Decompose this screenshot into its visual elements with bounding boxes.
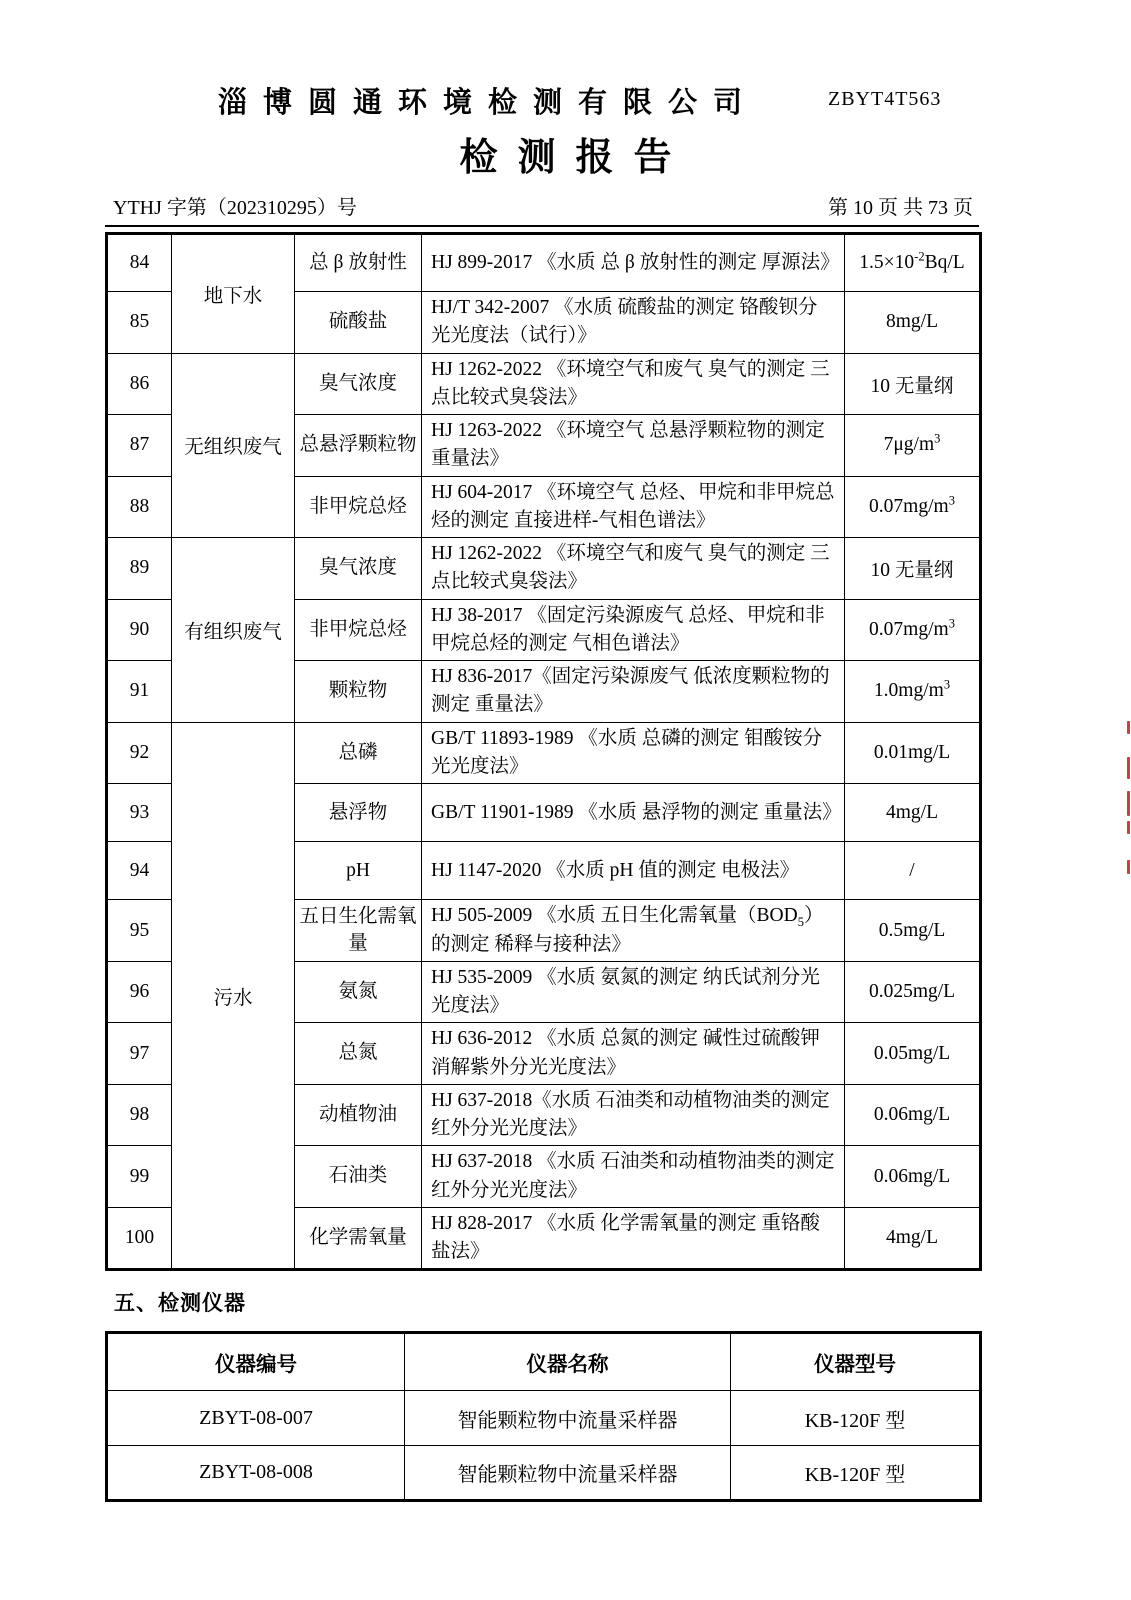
company-name: 淄博圆通环境检测有限公司 <box>218 87 759 119</box>
page-indicator: 第 10 页 共 73 页 <box>828 197 973 219</box>
item-name-cell: 石油类 <box>295 1146 422 1208</box>
instrument-row <box>107 1446 981 1501</box>
report-header <box>0 0 1131 227</box>
method-standard-cell: HJ/T 342-2007 《水质 硫酸盐的测定 铬酸钡分光光度法（试行）》 <box>422 292 845 354</box>
red-seal-edge-mark <box>1127 721 1130 734</box>
method-standard-cell: HJ 836-2017《固定污染源废气 低浓度颗粒物的测定 重量法》 <box>422 661 845 723</box>
method-standard-cell: HJ 636-2012 《水质 总氮的测定 碱性过硫酸钾消解紫外分光光度法》 <box>422 1023 845 1085</box>
report-title: 检测报告 <box>459 137 692 179</box>
detection-limit-cell: 8mg/L <box>845 292 981 354</box>
instrument-model-cell: KB-120F 型 <box>731 1391 981 1446</box>
row-number-cell: 89 <box>107 538 172 600</box>
method-standard-cell: HJ 535-2009 《水质 氨氮的测定 纳氏试剂分光光度法》 <box>422 961 845 1023</box>
table-row <box>107 353 981 415</box>
company-line <box>0 80 1131 120</box>
row-number-cell: 92 <box>107 722 172 784</box>
method-standard-cell: HJ 828-2017 《水质 化学需氧量的测定 重铬酸盐法》 <box>422 1207 845 1270</box>
method-standard-cell: GB/T 11893-1989 《水质 总磷的测定 钼酸铵分光光度法》 <box>422 722 845 784</box>
instrument-name-cell: 智能颗粒物中流量采样器 <box>405 1446 731 1501</box>
table-row <box>107 722 981 784</box>
item-name-cell: 总磷 <box>295 722 422 784</box>
method-standard-cell: GB/T 11901-1989 《水质 悬浮物的测定 重量法》 <box>422 784 845 842</box>
section-title: 五、检测仪器 <box>114 1291 246 1316</box>
red-seal-edge-mark <box>1127 821 1130 834</box>
item-name-cell: 臭气浓度 <box>295 353 422 415</box>
row-number-cell: 96 <box>107 961 172 1023</box>
row-number-cell: 94 <box>107 842 172 900</box>
row-number-cell: 99 <box>107 1146 172 1208</box>
row-number-cell: 100 <box>107 1207 172 1270</box>
detection-limit-cell: 0.06mg/L <box>845 1146 981 1208</box>
red-seal-edge-mark <box>1127 860 1130 874</box>
detection-limit-cell: 10 无量纲 <box>845 538 981 600</box>
method-standard-cell: HJ 1262-2022 《环境空气和废气 臭气的测定 三点比较式臭袋法》 <box>422 353 845 415</box>
item-name-cell: 悬浮物 <box>295 784 422 842</box>
detection-limit-cell: 0.06mg/L <box>845 1084 981 1146</box>
item-name-cell: 臭气浓度 <box>295 538 422 600</box>
row-number-cell: 87 <box>107 415 172 477</box>
subheader-rule <box>105 191 979 227</box>
row-number-cell: 95 <box>107 900 172 962</box>
row-number-cell: 98 <box>107 1084 172 1146</box>
item-name-cell: 五日生化需氧量 <box>295 900 422 962</box>
detection-limit-cell: $0.07mg/m^3$ <box>845 599 981 661</box>
instrument-row <box>107 1391 981 1446</box>
item-name-cell: 硫酸盐 <box>295 292 422 354</box>
item-name-cell: 氨氮 <box>295 961 422 1023</box>
item-name-cell: 总 β 放射性 <box>295 234 422 292</box>
detection-limit-cell: / <box>845 842 981 900</box>
detection-limit-cell: 0.01mg/L <box>845 722 981 784</box>
instrument-model-cell: KB-120F 型 <box>731 1446 981 1501</box>
detection-limit-cell: 4mg/L <box>845 1207 981 1270</box>
item-name-cell: 总氮 <box>295 1023 422 1085</box>
category-cell: 无组织废气 <box>172 353 295 538</box>
red-seal-edge-mark <box>1127 791 1130 816</box>
item-name-cell: 颗粒物 <box>295 661 422 723</box>
method-standard-cell: HJ 1263-2022 《环境空气 总悬浮颗粒物的测定 重量法》 <box>422 415 845 477</box>
detection-limit-cell: 0.025mg/L <box>845 961 981 1023</box>
instrument-table <box>105 1331 982 1502</box>
method-standard-cell: HJ 604-2017 《环境空气 总烃、甲烷和非甲烷总烃的测定 直接进样-气相色谱法》 <box>422 476 845 538</box>
table-row <box>107 538 981 600</box>
instrument-header-row <box>107 1333 981 1391</box>
detection-limit-cell: 10 无量纲 <box>845 353 981 415</box>
method-standard-cell: HJ 637-2018《水质 石油类和动植物油类的测定 红外分光光度法》 <box>422 1084 845 1146</box>
category-cell: 污水 <box>172 722 295 1270</box>
item-name-cell: 总悬浮颗粒物 <box>295 415 422 477</box>
item-name-cell: 非甲烷总烃 <box>295 476 422 538</box>
instrument-header-cell: 仪器型号 <box>731 1333 981 1391</box>
report-code: ZBYT4T563 <box>828 88 942 110</box>
method-standard-cell: HJ 899-2017 《水质 总 β 放射性的测定 厚源法》 <box>422 234 845 292</box>
instrument-header-cell: 仪器名称 <box>405 1333 731 1391</box>
instrument-name-cell: 智能颗粒物中流量采样器 <box>405 1391 731 1446</box>
detection-limit-cell: $1.5\times 10^{-2}Bq/L$ <box>845 234 981 292</box>
item-name-cell: 动植物油 <box>295 1084 422 1146</box>
row-number-cell: 90 <box>107 599 172 661</box>
row-number-cell: 91 <box>107 661 172 723</box>
item-name-cell: pH <box>295 842 422 900</box>
row-number-cell: 86 <box>107 353 172 415</box>
item-name-cell: 非甲烷总烃 <box>295 599 422 661</box>
row-number-cell: 88 <box>107 476 172 538</box>
method-standard-cell: HJ 505-2009 《水质 五日生化需氧量$(BOD_5)$的测定 稀释与接种法》 <box>422 900 845 962</box>
detection-limit-cell: 0.5mg/L <box>845 900 981 962</box>
report-number: YTHJ 字第（202310295）号 <box>113 197 357 219</box>
row-number-cell: 93 <box>107 784 172 842</box>
detection-limit-cell: 0.05mg/L <box>845 1023 981 1085</box>
row-number-cell: 97 <box>107 1023 172 1085</box>
detection-limit-cell: $0.07mg/m^3$ <box>845 476 981 538</box>
row-number-cell: 84 <box>107 234 172 292</box>
main-table <box>105 232 982 1271</box>
detection-limit-cell: $1.0mg/m^3$ <box>845 661 981 723</box>
item-name-cell: 化学需氧量 <box>295 1207 422 1270</box>
row-number-cell: 85 <box>107 292 172 354</box>
method-standard-cell: HJ 38-2017 《固定污染源废气 总烃、甲烷和非甲烷总烃的测定 气相色谱法》 <box>422 599 845 661</box>
instrument-header-cell: 仪器编号 <box>107 1333 405 1391</box>
category-cell: 地下水 <box>172 234 295 354</box>
method-standard-cell: HJ 1262-2022 《环境空气和废气 臭气的测定 三点比较式臭袋法》 <box>422 538 845 600</box>
instrument-id-cell: ZBYT-08-008 <box>107 1446 405 1501</box>
method-standard-cell: HJ 637-2018 《水质 石油类和动植物油类的测定 红外分光光度法》 <box>422 1146 845 1208</box>
detection-limit-cell: 4mg/L <box>845 784 981 842</box>
method-standard-cell: HJ 1147-2020 《水质 pH 值的测定 电极法》 <box>422 842 845 900</box>
detection-limit-cell: $7\mu g/m^3$ <box>845 415 981 477</box>
category-cell: 有组织废气 <box>172 538 295 723</box>
instrument-id-cell: ZBYT-08-007 <box>107 1391 405 1446</box>
red-seal-edge-mark <box>1127 757 1130 779</box>
table-row <box>107 234 981 292</box>
